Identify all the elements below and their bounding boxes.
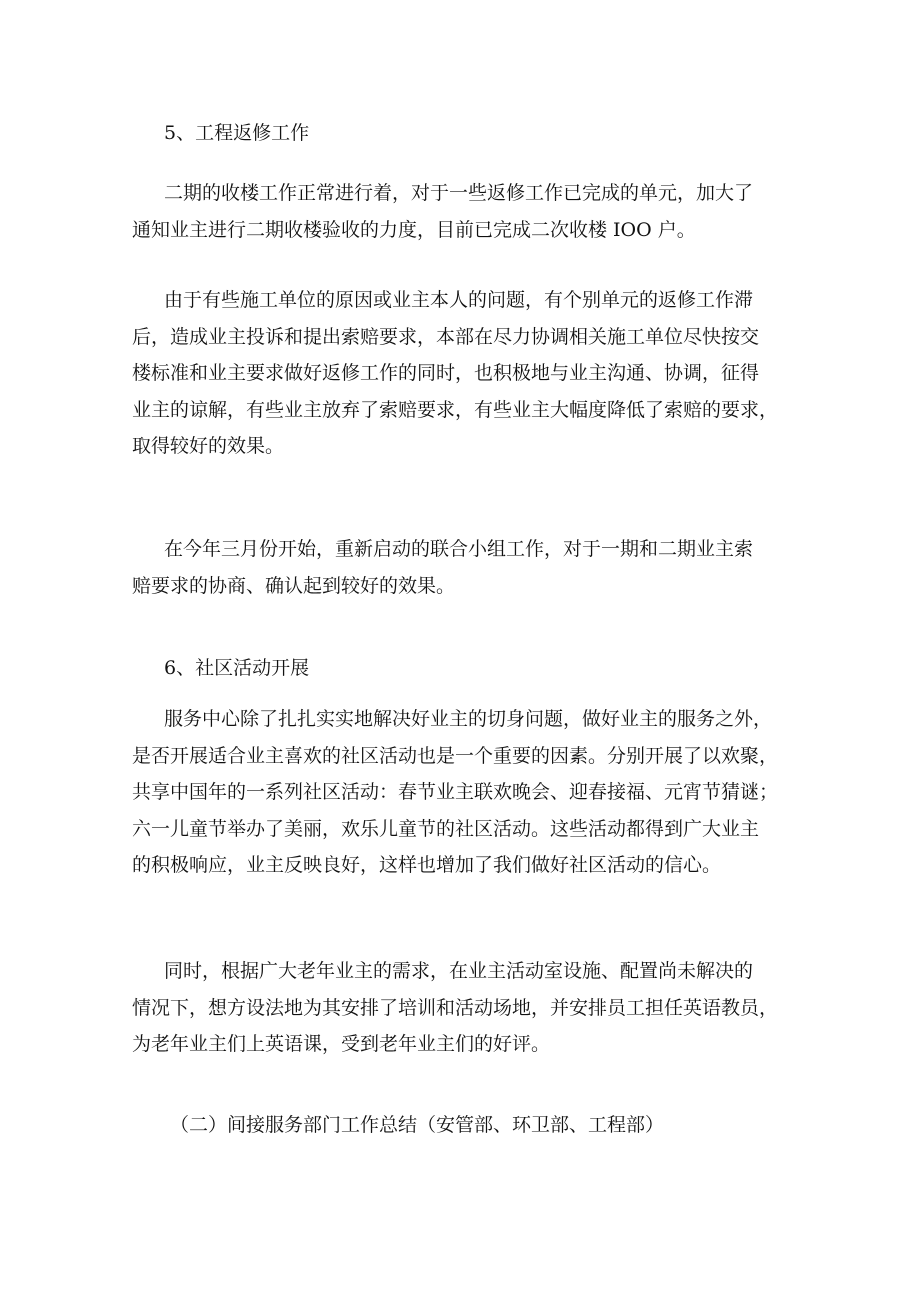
paragraph-line: 的积极响应，业主反映良好，这样也增加了我们做好社区活动的信心。 — [132, 854, 722, 876]
paragraph-line: 取得较好的效果。 — [132, 435, 285, 457]
paragraph-line: 二期的收楼工作正常进行着，对于一些返修工作已完成的单元，加大了 — [164, 182, 754, 204]
paragraph-5 — [132, 953, 796, 1063]
paragraph-1 — [132, 175, 796, 248]
paragraph-line: 六一儿童节举办了美丽，欢乐儿童节的社区活动。这些活动都得到广大业主 — [132, 817, 760, 840]
paragraph-line: 业主的谅解，有些业主放弃了索赔要求，有些业主大幅度降低了索赔的要求， — [132, 398, 779, 421]
paragraph-line: 赔要求的协商、确认起到较好的效果。 — [132, 574, 456, 597]
paragraph-4 — [132, 701, 796, 884]
paragraph-line: 情况下，想方设法地为其安排了培训和活动场地，并安排员工担任英语教员， — [132, 996, 779, 1019]
paragraph-line: 后，造成业主投诉和提出索赔要求，本部在尽力协调相关施工单位尽快按交 — [132, 325, 760, 348]
paragraph-line: 是否开展适合业主喜欢的社区活动也是一个重要的因素。分别开展了以欢聚， — [132, 744, 779, 767]
paragraph-line: 由于有些施工单位的原因或业主本人的问题，有个别单元的返修工作滞 — [164, 289, 754, 311]
paragraph-line: 楼标准和业主要求做好返修工作的同时，也积极地与业主沟通、协调，征得 — [132, 362, 760, 384]
section-heading-5: 5、工程返修工作 — [164, 122, 310, 144]
section-heading-6: 6、社区活动开展 — [164, 657, 310, 679]
part-two-heading: （二）间接服务部门工作总结（安管部、环卫部、工程部） — [170, 1114, 665, 1136]
paragraph-line: 为老年业主们上英语课，受到老年业主们的好评。 — [132, 1033, 551, 1055]
paragraph-line: 通知业主进行二期收楼验收的力度，目前已完成二次收楼 IOO 户。 — [132, 218, 696, 241]
paragraph-line: 在今年三月份开始，重新启动的联合小组工作，对于一期和二期业主索 — [164, 538, 754, 560]
paragraph-line: 服务中心除了扎扎实实地解决好业主的切身问题，做好业主的服务之外， — [164, 708, 773, 730]
paragraph-line: 共享中国年的一系列社区活动：春节业主联欢晚会、迎春接福、元宵节猜谜； — [132, 781, 779, 803]
paragraph-2 — [132, 282, 796, 465]
paragraph-line: 同时，根据广大老年业主的需求，在业主活动室设施、配置尚未解决的 — [164, 960, 754, 982]
paragraph-3 — [132, 531, 796, 604]
